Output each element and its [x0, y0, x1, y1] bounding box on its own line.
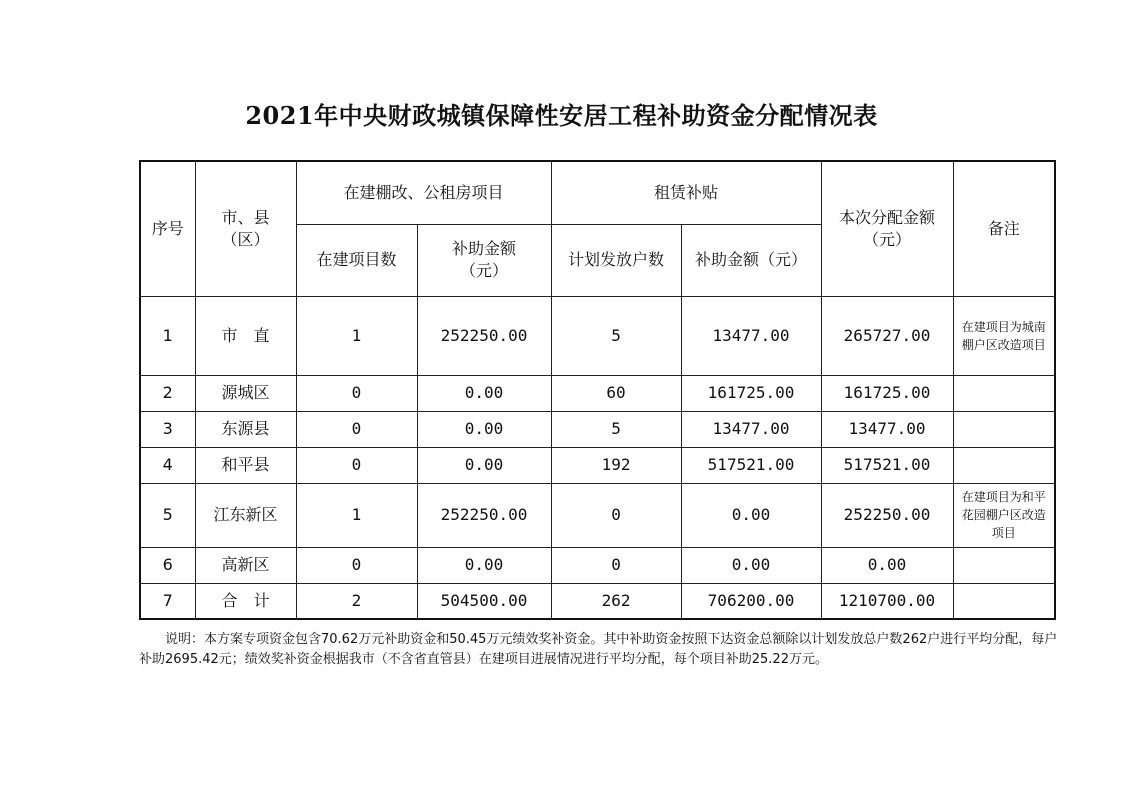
cell-name: 合 计: [195, 583, 296, 619]
header-build-subsidy: [417, 224, 551, 296]
cell-households: 5: [551, 296, 681, 375]
cell-rent-amount: 517521.00: [681, 447, 821, 483]
cell-remark: [953, 547, 1055, 583]
cell-seq: 4: [140, 447, 195, 483]
header-city-line1: 市、县: [221, 208, 270, 228]
cell-rent-amount: 706200.00: [681, 583, 821, 619]
cell-build-amount: 0.00: [417, 375, 551, 411]
cell-name: 市 直: [195, 296, 296, 375]
header-city-line2: （区）: [221, 229, 270, 249]
cell-name: 江东新区: [195, 483, 296, 547]
cell-remark: [953, 411, 1055, 447]
cell-seq: 1: [140, 296, 195, 375]
cell-households: 5: [551, 411, 681, 447]
cell-remark: [953, 375, 1055, 411]
cell-total: 1210700.00: [821, 583, 953, 619]
cell-households: 0: [551, 483, 681, 547]
cell-total: 252250.00: [821, 483, 953, 547]
cell-seq: 5: [140, 483, 195, 547]
cell-remark: 在建项目为城南棚户区改造项目: [953, 296, 1055, 375]
cell-rent-amount: 0.00: [681, 547, 821, 583]
cell-households: 0: [551, 547, 681, 583]
cell-rent-amount: 13477.00: [681, 411, 821, 447]
allocation-table: [139, 160, 1056, 620]
header-build-subsidy-line2: （元）: [460, 261, 509, 280]
cell-projects: 0: [296, 547, 417, 583]
cell-projects: 0: [296, 411, 417, 447]
footnote-text: 说明：本方案专项资金包含70.62万元补助资金和50.45万元绩效奖补资金。其中补助资金按照下达资金总额除以计划发放总户数262户进行平均分配，每户补助2695.42元；绩效奖补资金根据我市（不含省直管县）在建项目进展情况进行平均分配，每个项目补助25.22万元。: [139, 632, 1058, 667]
cell-remark: [953, 583, 1055, 619]
header-allocation-line1: 本次分配金额: [839, 208, 936, 228]
cell-total: 517521.00: [821, 447, 953, 483]
table-row: [140, 411, 1055, 447]
cell-seq: 6: [140, 547, 195, 583]
cell-build-amount: 252250.00: [417, 296, 551, 375]
footnote: [139, 630, 1059, 670]
header-projects-count: 在建项目数: [296, 224, 417, 296]
cell-name: 和平县: [195, 447, 296, 483]
header-seq: 序号: [140, 161, 195, 296]
cell-rent-amount: 161725.00: [681, 375, 821, 411]
table-row: [140, 547, 1055, 583]
table-row-total: [140, 583, 1055, 619]
header-group-rent: 租赁补贴: [551, 161, 821, 224]
header-remarks: 备注: [953, 161, 1055, 296]
cell-households: 192: [551, 447, 681, 483]
cell-rent-amount: 0.00: [681, 483, 821, 547]
cell-projects: 0: [296, 375, 417, 411]
table-row: [140, 483, 1055, 547]
header-group-build: 在建棚改、公租房项目: [296, 161, 551, 224]
cell-total: 0.00: [821, 547, 953, 583]
page-title: 2021年中央财政城镇保障性安居工程补助资金分配情况表: [245, 101, 878, 130]
cell-build-amount: 0.00: [417, 547, 551, 583]
header-allocation-line2: （元）: [863, 229, 912, 249]
header-rent-subsidy: 补助金额（元）: [681, 224, 821, 296]
table-row: [140, 375, 1055, 411]
header-build-subsidy-line1: 补助金额: [452, 239, 517, 259]
cell-remark: [953, 447, 1055, 483]
header-city: [195, 161, 296, 296]
table-row: [140, 447, 1055, 483]
cell-total: 161725.00: [821, 375, 953, 411]
cell-build-amount: 0.00: [417, 447, 551, 483]
cell-build-amount: 504500.00: [417, 583, 551, 619]
cell-households: 262: [551, 583, 681, 619]
cell-projects: 2: [296, 583, 417, 619]
cell-seq: 7: [140, 583, 195, 619]
cell-projects: 0: [296, 447, 417, 483]
table-row: [140, 296, 1055, 375]
cell-name: 源城区: [195, 375, 296, 411]
cell-households: 60: [551, 375, 681, 411]
cell-projects: 1: [296, 483, 417, 547]
cell-name: 东源县: [195, 411, 296, 447]
cell-rent-amount: 13477.00: [681, 296, 821, 375]
header-allocation: [821, 161, 953, 296]
cell-remark: 在建项目为和平花园棚户区改造项目: [953, 483, 1055, 547]
cell-projects: 1: [296, 296, 417, 375]
cell-name: 高新区: [195, 547, 296, 583]
cell-total: 13477.00: [821, 411, 953, 447]
cell-seq: 3: [140, 411, 195, 447]
cell-build-amount: 252250.00: [417, 483, 551, 547]
header-planned-households: 计划发放户数: [551, 224, 681, 296]
cell-seq: 2: [140, 375, 195, 411]
header-row-1: [140, 161, 1055, 224]
cell-build-amount: 0.00: [417, 411, 551, 447]
cell-total: 265727.00: [821, 296, 953, 375]
